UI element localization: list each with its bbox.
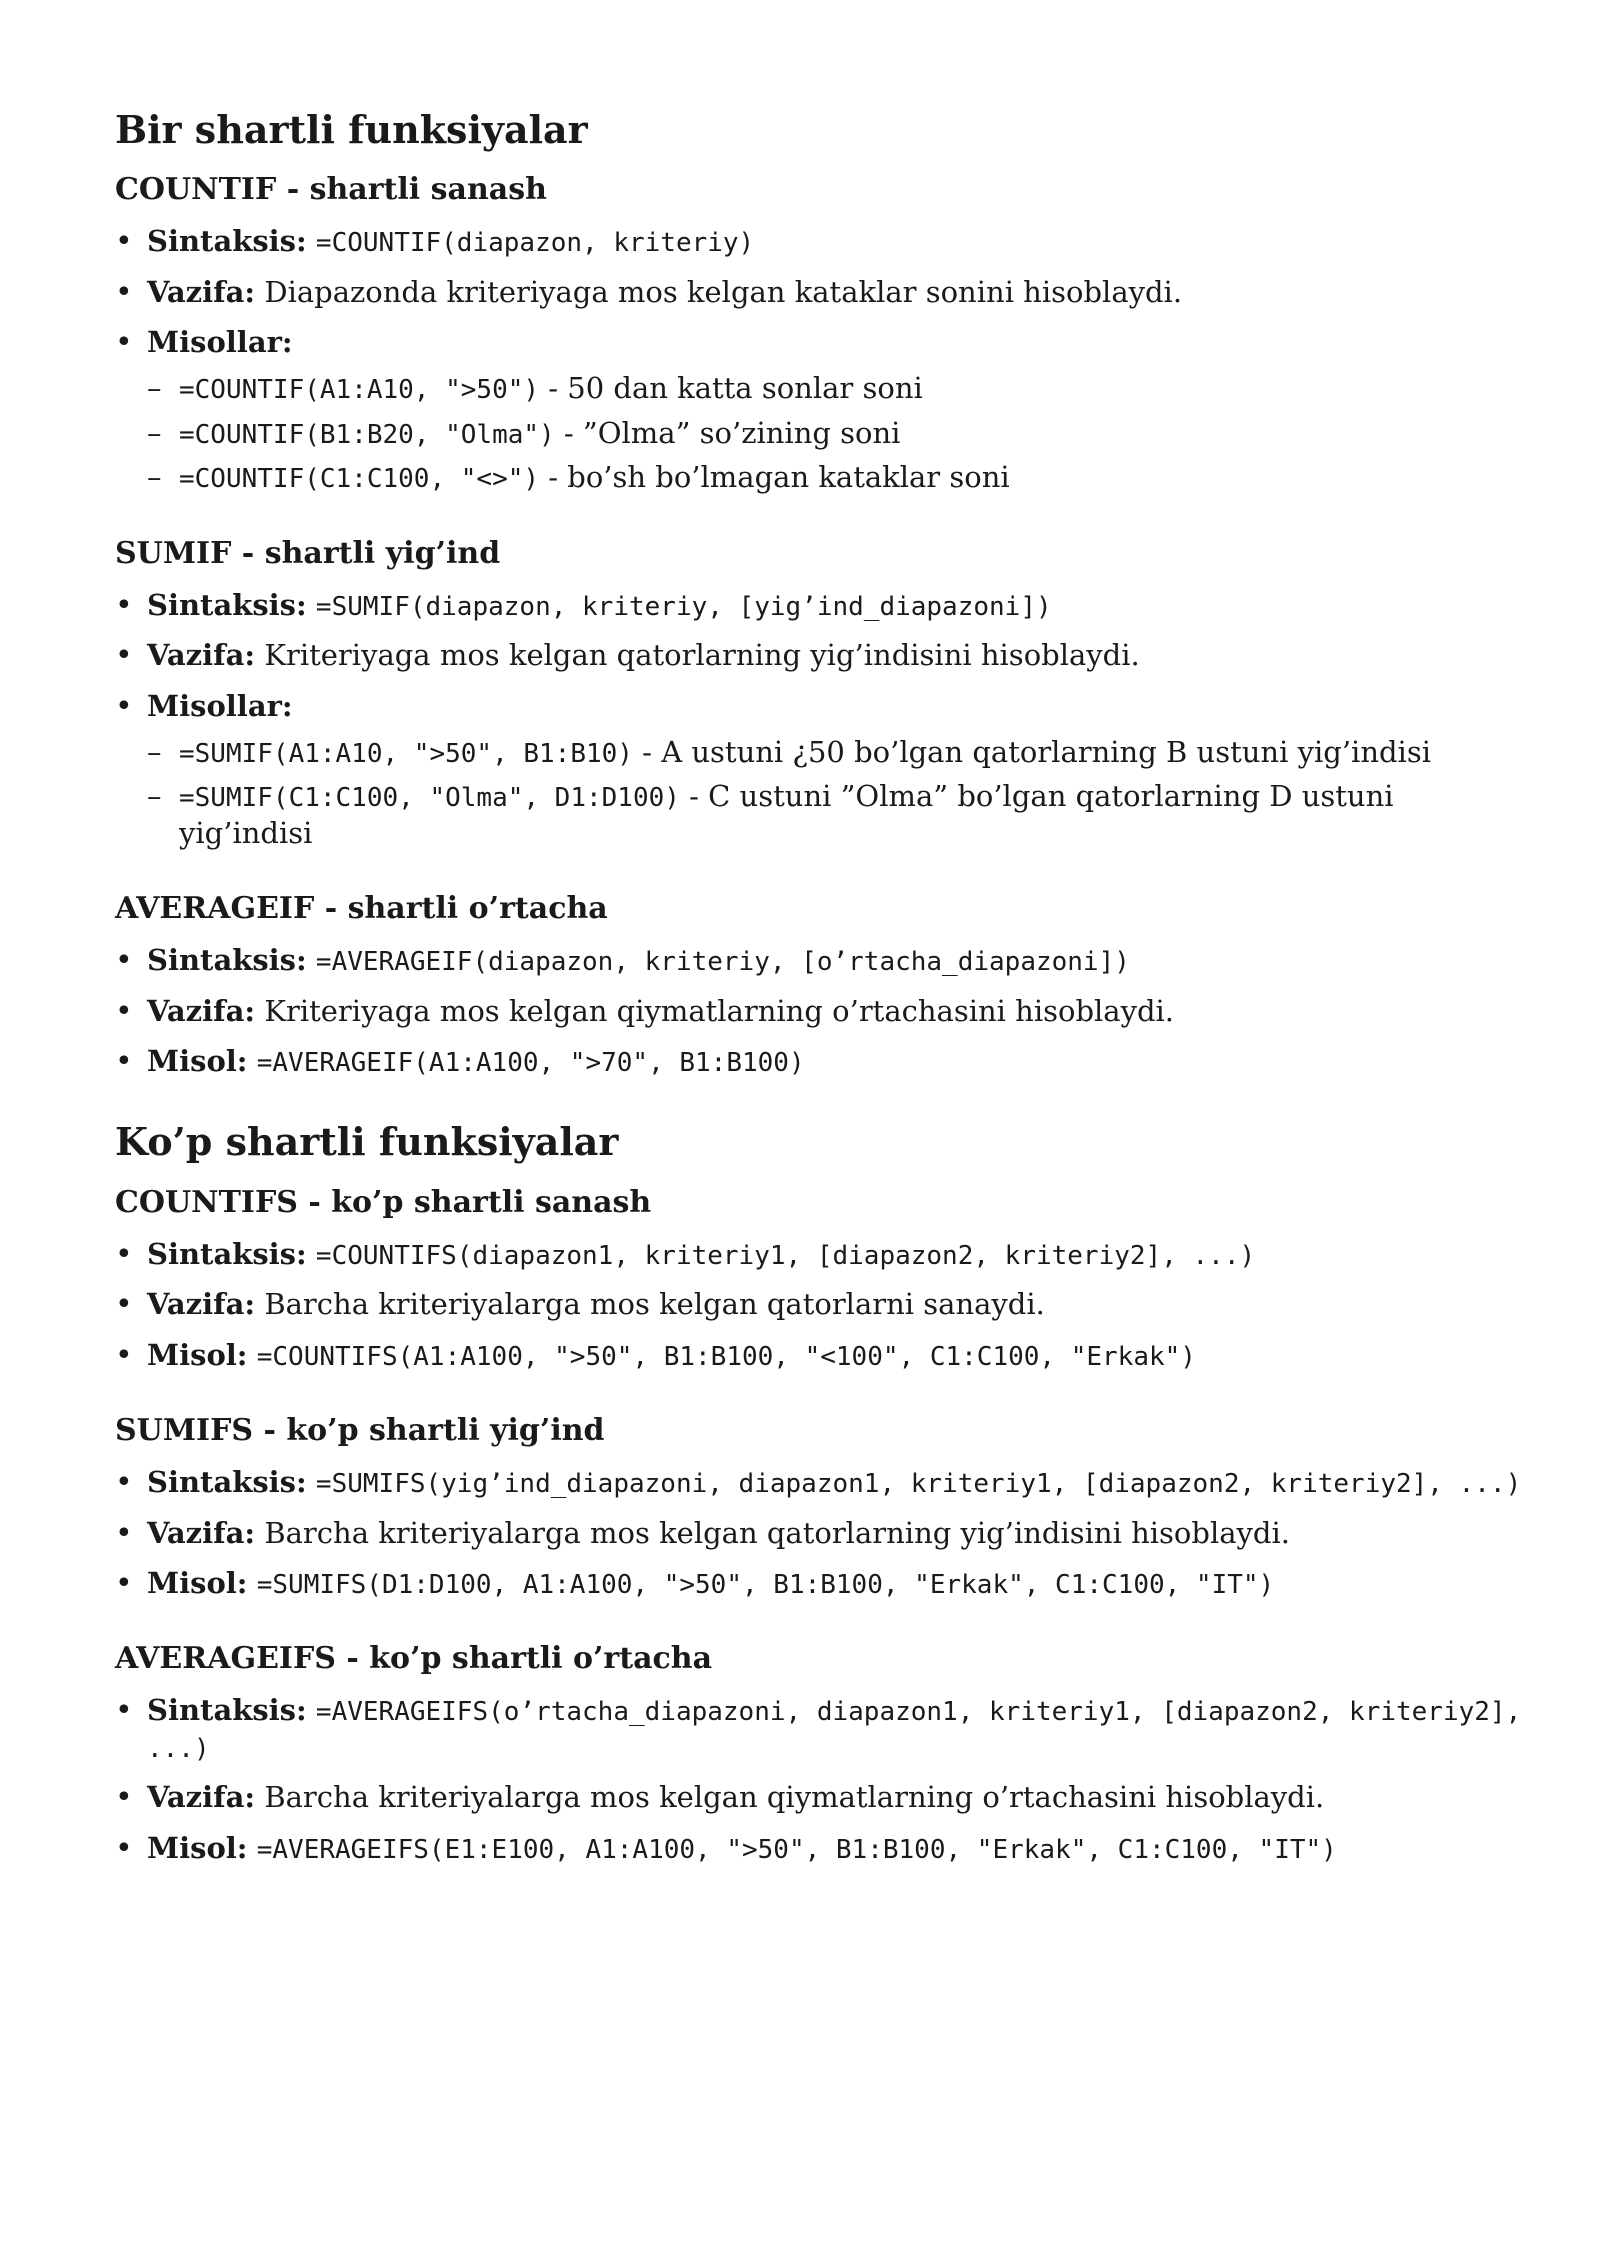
task-label: Vazifa: [147, 274, 256, 309]
averageif-example-item [115, 1043, 1535, 1080]
averageif-task-item [115, 993, 1535, 1029]
sumif-title: SUMIF - shartli yig’ind [115, 535, 501, 571]
example-code: =SUMIF(A1:A10, ">50", B1:B10) [179, 738, 633, 769]
countif-syntax-item [115, 223, 1535, 260]
averageif-syntax: =AVERAGEIF(diapazon, kriteriy, [o’rtacha_diapazoni]) [315, 947, 1130, 978]
task-label: Vazifa: [147, 1287, 256, 1322]
sumif-examples [147, 734, 1535, 851]
averageifs-title: AVERAGEIFS - ko’p shartli o’rtacha [115, 1641, 713, 1677]
countifs-syntax-item [115, 1236, 1535, 1273]
countifs-task: Barcha kriteriyalarga mos kelgan qatorlarni sanaydi. [264, 1287, 1045, 1322]
countif-task: Diapazonda kriteriyaga mos kelgan kataklar sonini hisoblaydi. [264, 274, 1183, 309]
sumifs-example: =SUMIFS(D1:D100, A1:A100, ">50", B1:B100, "Erkak", C1:C100, "IT") [256, 1569, 1275, 1600]
example-code: =COUNTIF(B1:B20, "Olma") [179, 419, 555, 450]
syntax-label: Sintaksis: [147, 1236, 307, 1271]
averageifs-syntax-item [115, 1692, 1535, 1765]
example-code: =COUNTIF(C1:C100, "<>") [179, 464, 540, 495]
countifs-example: =COUNTIFS(A1:A100, ">50", B1:B100, "<100", C1:C100, "Erkak") [256, 1341, 1196, 1372]
task-label: Vazifa: [147, 638, 256, 673]
example-code: =SUMIF(C1:C100, "Olma", D1:D100) [179, 783, 680, 814]
sumifs-syntax-item [115, 1464, 1535, 1501]
section-heading-single-condition: Bir shartli funksiyalar [115, 107, 588, 152]
syntax-label: Sintaksis: [147, 943, 307, 978]
sumifs-example-item [115, 1565, 1535, 1602]
averageif-example: =AVERAGEIF(A1:A100, ">70", B1:B100) [256, 1047, 805, 1078]
countifs-section [115, 1183, 1535, 1373]
sumif-section [115, 534, 1535, 851]
example-label: Misol: [147, 1565, 248, 1600]
countif-syntax: =COUNTIF(diapazon, kriteriy) [315, 228, 755, 259]
sumifs-list [115, 1464, 1535, 1601]
countif-examples-item [115, 324, 1535, 360]
averageifs-list [115, 1692, 1535, 1866]
countif-list [115, 223, 1535, 360]
example-item [147, 459, 1535, 496]
sumif-syntax: =SUMIF(diapazon, kriteriy, [yig’ind_diapazoni]) [315, 591, 1052, 622]
averageifs-syntax: =AVERAGEIFS(o’rtacha_diapazoni, diapazon1, kriteriy1, [diapazon2, kriteriy2], ...) [147, 1697, 1522, 1764]
sumifs-task-item [115, 1515, 1535, 1551]
averageif-section [115, 889, 1535, 1079]
countif-title: COUNTIF - shartli sanash [115, 172, 547, 208]
example-label: Misol: [147, 1830, 248, 1865]
averageif-title: AVERAGEIF - shartli o’rtacha [115, 891, 608, 927]
countif-task-item [115, 274, 1535, 310]
example-item [147, 734, 1535, 771]
example-desc: - A ustuni ¿50 bo’lgan qatorlarning B ustuni yig’indisi [632, 734, 1431, 769]
countifs-syntax: =COUNTIFS(diapazon1, kriteriy1, [diapazon2, kriteriy2], ...) [315, 1240, 1256, 1271]
task-label: Vazifa: [147, 1780, 256, 1815]
sumifs-syntax: =SUMIFS(yig’ind_diapazoni, diapazon1, kriteriy1, [diapazon2, kriteriy2], ...) [315, 1469, 1522, 1500]
example-desc: - 50 dan katta sonlar soni [539, 371, 923, 406]
countifs-example-item [115, 1337, 1535, 1374]
countifs-task-item [115, 1286, 1535, 1322]
averageifs-task: Barcha kriteriyalarga mos kelgan qiymatlarning o’rtachasini hisoblaydi. [264, 1780, 1325, 1815]
examples-label: Misollar: [147, 688, 293, 723]
example-label: Misol: [147, 1337, 248, 1372]
task-label: Vazifa: [147, 993, 256, 1028]
example-item [147, 415, 1535, 452]
document-page [115, 105, 1535, 1904]
syntax-label: Sintaksis: [147, 1693, 307, 1728]
section-heading-multi-condition: Ko’p shartli funksiyalar [115, 1119, 619, 1165]
averageif-list [115, 942, 1535, 1079]
countif-section [115, 170, 1535, 496]
averageif-task: Kriteriyaga mos kelgan qiymatlarning o’rtachasini hisoblaydi. [264, 993, 1175, 1028]
sumif-examples-item [115, 688, 1535, 724]
examples-label: Misollar: [147, 325, 293, 360]
countifs-title: COUNTIFS - ko’p shartli sanash [115, 1184, 652, 1220]
sumif-list [115, 587, 1535, 724]
syntax-label: Sintaksis: [147, 1465, 307, 1500]
example-code: =COUNTIF(A1:A10, ">50") [179, 375, 540, 406]
example-item [147, 778, 1535, 851]
example-desc: - ”Olma” so’zining soni [554, 415, 901, 450]
example-label: Misol: [147, 1043, 248, 1078]
syntax-label: Sintaksis: [147, 587, 307, 622]
task-label: Vazifa: [147, 1515, 256, 1550]
sumifs-section [115, 1411, 1535, 1601]
averageifs-example: =AVERAGEIFS(E1:E100, A1:A100, ">50", B1:B100, "Erkak", C1:C100, "IT") [256, 1834, 1337, 1865]
syntax-label: Sintaksis: [147, 224, 307, 259]
countif-examples [147, 370, 1535, 496]
countifs-list [115, 1236, 1535, 1373]
averageifs-example-item [115, 1830, 1535, 1867]
averageifs-task-item [115, 1779, 1535, 1815]
example-desc: - C ustuni ”Olma” bo’lgan qatorlarning D ustuni yig’indisi [179, 779, 1394, 850]
sumif-syntax-item [115, 587, 1535, 624]
sumifs-title: SUMIFS - ko’p shartli yig’ind [115, 1413, 605, 1449]
sumifs-task: Barcha kriteriyalarga mos kelgan qatorlarning yig’indisini hisoblaydi. [264, 1515, 1290, 1550]
averageif-syntax-item [115, 942, 1535, 979]
averageifs-section [115, 1639, 1535, 1866]
sumif-task: Kriteriyaga mos kelgan qatorlarning yig’indisini hisoblaydi. [264, 638, 1140, 673]
example-desc: - bo’sh bo’lmagan kataklar soni [539, 460, 1010, 495]
sumif-task-item [115, 637, 1535, 673]
example-item [147, 370, 1535, 407]
